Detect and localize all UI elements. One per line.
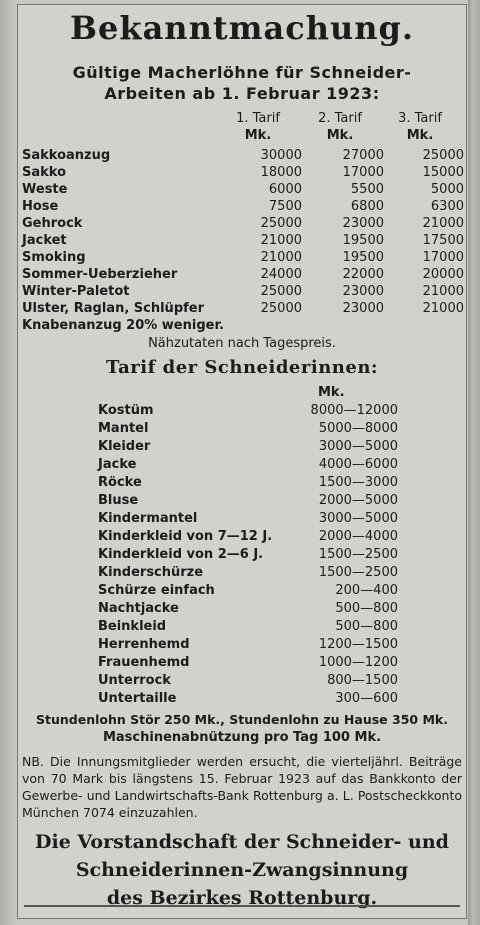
signature-line-1: Die Vorstandschaft der Schneider- und (35, 831, 449, 853)
table-row (98, 619, 398, 635)
tariff-1-value: 21000 (260, 233, 302, 248)
table-row (98, 421, 398, 437)
price-range: 5000—8000 (318, 421, 398, 436)
tariff-2-value: 5500 (350, 182, 384, 197)
item-label: Kinderkleid von 2—6 J. (98, 547, 264, 562)
unit-label-2: Mk. (326, 128, 354, 143)
price-range: 500—800 (335, 619, 398, 634)
price-range: 300—600 (335, 691, 398, 706)
subtitle-line-2: Arbeiten ab 1. Februar 1923: (104, 84, 380, 103)
nb-notice: NB. Die Innungsmitglieder werden ersucht, die vierteljährl. Beiträge von 70 Mark bis längstens 15. Februar 1923 auf das Bankkonto der Gewerbe- und Landwirtschafts-Bank Rottenburg a. L. Postscheckkonto München 7074 einzuzahlen. (22, 754, 462, 820)
tariff-1-value: 25000 (260, 301, 302, 316)
table-row (98, 475, 398, 491)
tariff-header-2: 2. Tarif (318, 111, 362, 126)
unit-label-1: Mk. (244, 128, 272, 143)
table-row (22, 267, 462, 283)
tariff-3-value: 5000 (430, 182, 464, 197)
women-tariff-heading: Tarif der Schneiderinnen: (105, 357, 379, 378)
table-row (98, 511, 398, 527)
tariff-2-value: 23000 (342, 284, 384, 299)
machine-wear: Maschinenabnützung pro Tag 100 Mk. (102, 730, 382, 745)
item-label: Ulster, Raglan, Schlüpfer (22, 301, 205, 316)
item-label: Kleider (98, 439, 151, 454)
item-label: Beinkleid (98, 619, 167, 634)
item-label: Kostüm (98, 403, 154, 418)
item-label: Sakko (22, 165, 67, 180)
tariff-2-value: 23000 (342, 216, 384, 231)
tariff-1-value: 25000 (260, 216, 302, 231)
tariff-1-value: 7500 (268, 199, 302, 214)
tariff-3-value: 21000 (422, 216, 464, 231)
table-row (22, 199, 462, 215)
item-label: Bluse (98, 493, 139, 508)
table-row (98, 565, 398, 581)
price-range: 1200—1500 (318, 637, 398, 652)
tariff-1-value: 25000 (260, 284, 302, 299)
signature-line-3: des Bezirkes Rottenburg. (106, 887, 378, 909)
table-row (22, 284, 462, 300)
table-row (22, 250, 462, 266)
table-row (22, 182, 462, 198)
item-label: Nachtjacke (98, 601, 179, 616)
tariff-1-value: 30000 (260, 148, 302, 163)
tariff-2-value: 17000 (342, 165, 384, 180)
tariff-header-1: 1. Tarif (236, 111, 280, 126)
price-range: 1500—2500 (318, 547, 398, 562)
unit-label-3: Mk. (406, 128, 434, 143)
tariff-1-value: 18000 (260, 165, 302, 180)
item-label: Weste (22, 182, 68, 197)
table-row (98, 457, 398, 473)
item-label: Herrenhemd (98, 637, 190, 652)
announcement (17, 4, 467, 919)
tariff-1-value: 6000 (268, 182, 302, 197)
unit-label: Mk. (318, 385, 345, 400)
tariff-3-value: 17000 (422, 250, 464, 265)
tariff-3-value: 17500 (422, 233, 464, 248)
item-label: Kinderschürze (98, 565, 204, 580)
tariff-2-value: 22000 (342, 267, 384, 282)
item-label: Röcke (98, 475, 142, 490)
tariff-2-value: 19500 (342, 233, 384, 248)
boys-suit-note: Knabenanzug 20% weniger. (22, 318, 224, 333)
price-range: 200—400 (335, 583, 398, 598)
tariff-2-value: 27000 (342, 148, 384, 163)
tariff-3-value: 25000 (422, 148, 464, 163)
table-row (98, 655, 398, 671)
item-label: Mantel (98, 421, 149, 436)
table-row (98, 403, 398, 419)
table-row (98, 601, 398, 617)
tariff-2-value: 6800 (350, 199, 384, 214)
tariff-3-value: 21000 (422, 284, 464, 299)
table-row (98, 583, 398, 599)
table-row (98, 547, 398, 563)
price-range: 1500—3000 (318, 475, 398, 490)
price-range: 2000—4000 (318, 529, 398, 544)
signature-line-2: Schneiderinnen-Zwangsinnung (75, 859, 409, 881)
extras-note: Nähzutaten nach Tagespreis. (148, 336, 336, 351)
price-range: 800—1500 (327, 673, 398, 688)
tariff-header-3: 3. Tarif (398, 111, 442, 126)
table-row (22, 233, 462, 249)
price-range: 8000—12000 (310, 403, 398, 418)
item-label: Jacket (22, 233, 67, 248)
hourly-wage: Stundenlohn Stör 250 Mk., Stundenlohn zu Hause 350 Mk. (36, 712, 448, 727)
table-row (22, 216, 462, 232)
price-range: 1500—2500 (318, 565, 398, 580)
subtitle-line-1: Gültige Macherlöhne für Schneider- (72, 63, 412, 82)
price-range: 500—800 (335, 601, 398, 616)
tariff-1-value: 24000 (260, 267, 302, 282)
adjacent-column-edge-left (0, 0, 16, 925)
price-range: 3000—5000 (318, 439, 398, 454)
table-row (22, 301, 462, 317)
item-label: Jacke (98, 457, 137, 472)
tariff-3-value: 15000 (422, 165, 464, 180)
item-label: Hose (22, 199, 59, 214)
table-row (22, 148, 462, 164)
item-label: Unterrock (98, 673, 171, 688)
table-row (98, 439, 398, 455)
item-label: Sommer-Ueberzieher (22, 267, 178, 282)
table-row (98, 691, 398, 707)
item-label: Kindermantel (98, 511, 198, 526)
item-label: Schürze einfach (98, 583, 215, 598)
price-range: 4000—6000 (318, 457, 398, 472)
table-row (22, 165, 462, 181)
item-label: Frauenhemd (98, 655, 190, 670)
item-label: Kinderkleid von 7—12 J. (98, 529, 273, 544)
tariff-1-value: 21000 (260, 250, 302, 265)
item-label: Winter-Paletot (22, 284, 130, 299)
tariff-2-value: 19500 (342, 250, 384, 265)
table-row (98, 637, 398, 653)
title: Bekanntmachung. (69, 9, 414, 47)
tariff-3-value: 20000 (422, 267, 464, 282)
table-row (98, 529, 398, 545)
tariff-3-value: 6300 (430, 199, 464, 214)
item-label: Untertaille (98, 691, 177, 706)
item-label: Smoking (22, 250, 86, 265)
tariff-2-value: 23000 (342, 301, 384, 316)
price-range: 2000—5000 (318, 493, 398, 508)
item-label: Sakkoanzug (22, 148, 111, 163)
table-row (98, 493, 398, 509)
bottom-rule (24, 905, 460, 907)
price-range: 3000—5000 (318, 511, 398, 526)
tariff-3-value: 21000 (422, 301, 464, 316)
adjacent-column-edge-right (468, 0, 480, 925)
table-row (98, 673, 398, 689)
price-range: 1000—1200 (318, 655, 398, 670)
item-label: Gehrock (22, 216, 83, 231)
